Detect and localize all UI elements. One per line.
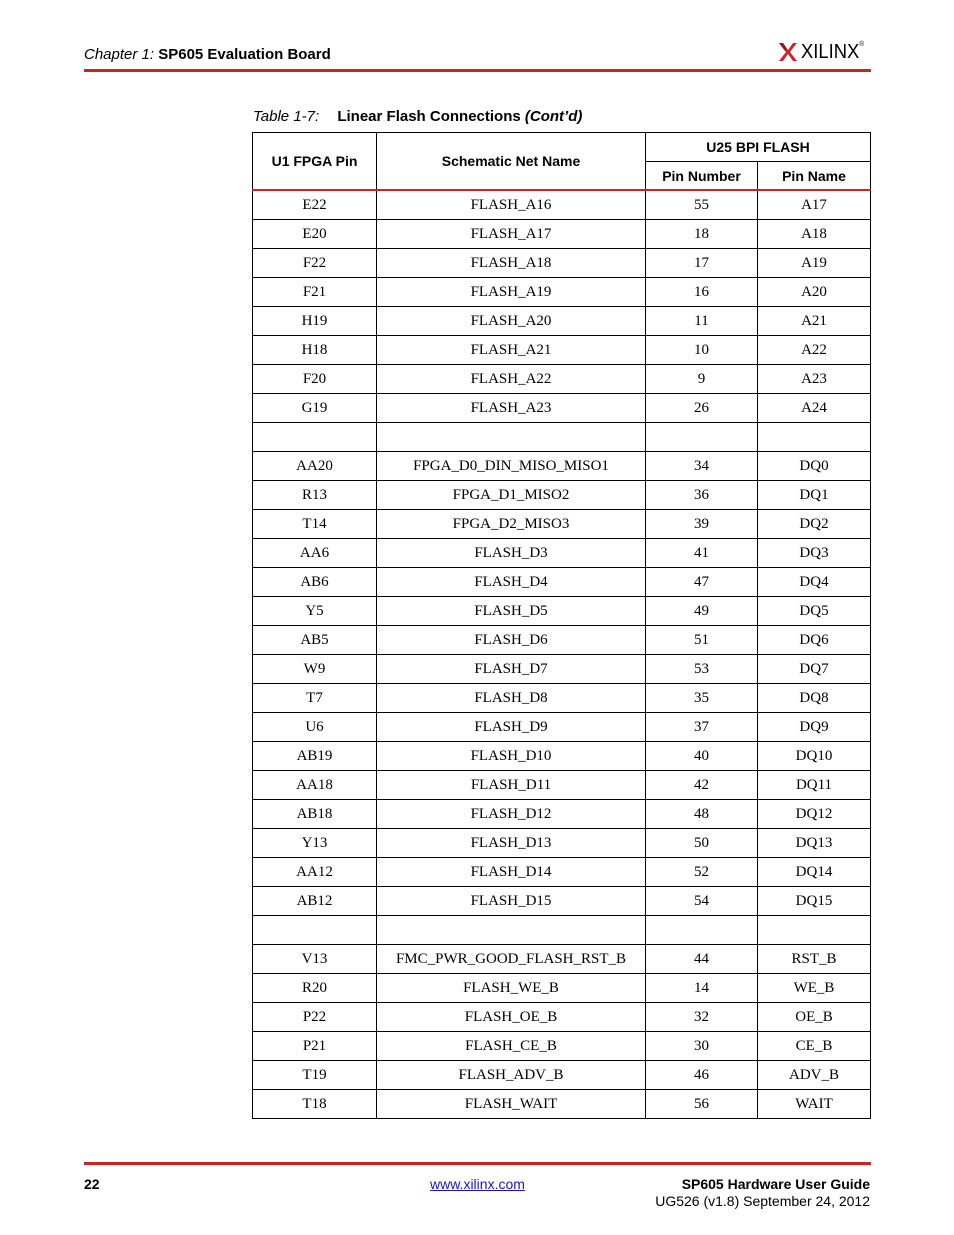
fpga-pin-cell: R13 <box>253 481 377 510</box>
header-bpi-flash: U25 BPI FLASH <box>646 133 871 162</box>
xilinx-logo <box>778 40 870 64</box>
table-title: Linear Flash Connections <box>337 108 521 125</box>
pin-name-cell: A24 <box>758 394 871 423</box>
pin-number-cell: 50 <box>646 829 758 858</box>
pin-number-cell: 51 <box>646 626 758 655</box>
fpga-pin-cell: Y5 <box>253 597 377 626</box>
table-row <box>253 336 871 365</box>
header-fpga-pin: U1 FPGA Pin <box>253 133 377 191</box>
fpga-pin-cell: V13 <box>253 945 377 974</box>
pin-number-cell: 14 <box>646 974 758 1003</box>
pin-name-cell: WE_B <box>758 974 871 1003</box>
net-name-cell: FLASH_A20 <box>377 307 646 336</box>
net-name-cell: FLASH_OE_B <box>377 1003 646 1032</box>
pin-name-cell: DQ8 <box>758 684 871 713</box>
table-row <box>253 858 871 887</box>
table-row <box>253 626 871 655</box>
net-name-cell: FLASH_WE_B <box>377 974 646 1003</box>
xilinx-x-logo-icon <box>778 42 798 62</box>
net-name-cell: FLASH_D10 <box>377 742 646 771</box>
table-row <box>253 974 871 1003</box>
fpga-pin-cell: Y13 <box>253 829 377 858</box>
net-name-cell: FLASH_D7 <box>377 655 646 684</box>
fpga-pin-cell: AA12 <box>253 858 377 887</box>
net-name-cell: FLASH_A18 <box>377 249 646 278</box>
net-name-cell: FPGA_D0_DIN_MISO_MISO1 <box>377 452 646 481</box>
net-name-cell: FLASH_A21 <box>377 336 646 365</box>
pin-name-cell: DQ6 <box>758 626 871 655</box>
table-row <box>253 278 871 307</box>
net-name-cell: FLASH_D12 <box>377 800 646 829</box>
table-row <box>253 829 871 858</box>
fpga-pin-cell: P22 <box>253 1003 377 1032</box>
pin-name-cell: A21 <box>758 307 871 336</box>
chapter-label: Chapter 1: <box>84 46 155 63</box>
fpga-pin-cell: W9 <box>253 655 377 684</box>
table-row <box>253 220 871 249</box>
header-rule <box>84 69 871 72</box>
logo-wordmark <box>801 41 864 64</box>
pin-name-cell <box>758 423 871 452</box>
net-name-cell: FLASH_CE_B <box>377 1032 646 1061</box>
page-header <box>84 40 870 70</box>
pin-name-cell: DQ0 <box>758 452 871 481</box>
pin-number-cell: 32 <box>646 1003 758 1032</box>
fpga-pin-cell: T19 <box>253 1061 377 1090</box>
net-name-cell: FLASH_D3 <box>377 539 646 568</box>
fpga-pin-cell: T18 <box>253 1090 377 1119</box>
table-row <box>253 365 871 394</box>
pin-number-cell: 9 <box>646 365 758 394</box>
fpga-pin-cell: F22 <box>253 249 377 278</box>
document-revision: UG526 (v1.8) September 24, 2012 <box>655 1193 870 1209</box>
fpga-pin-cell: AB18 <box>253 800 377 829</box>
fpga-pin-cell: AB6 <box>253 568 377 597</box>
net-name-cell: FLASH_D14 <box>377 858 646 887</box>
pin-number-cell: 39 <box>646 510 758 539</box>
net-name-cell: FLASH_A22 <box>377 365 646 394</box>
table-row <box>253 1003 871 1032</box>
pin-name-cell: DQ7 <box>758 655 871 684</box>
pin-number-cell: 41 <box>646 539 758 568</box>
table-row <box>253 423 871 452</box>
table-row <box>253 568 871 597</box>
net-name-cell <box>377 916 646 945</box>
chapter-heading <box>84 46 331 63</box>
table-number: Table 1-7: <box>253 108 320 125</box>
net-name-cell: FMC_PWR_GOOD_FLASH_RST_B <box>377 945 646 974</box>
pin-name-cell <box>758 916 871 945</box>
pin-number-cell: 35 <box>646 684 758 713</box>
net-name-cell: FLASH_A17 <box>377 220 646 249</box>
table-row <box>253 510 871 539</box>
pin-number-cell: 30 <box>646 1032 758 1061</box>
pin-name-cell: DQ10 <box>758 742 871 771</box>
pin-number-cell: 10 <box>646 336 758 365</box>
fpga-pin-cell: AA18 <box>253 771 377 800</box>
pin-name-cell: A19 <box>758 249 871 278</box>
header-net-name: Schematic Net Name <box>377 133 646 191</box>
net-name-cell: FLASH_A16 <box>377 190 646 220</box>
fpga-pin-cell: T7 <box>253 684 377 713</box>
fpga-pin-cell: H18 <box>253 336 377 365</box>
fpga-pin-cell: G19 <box>253 394 377 423</box>
pin-number-cell <box>646 423 758 452</box>
website-link[interactable]: www.xilinx.com <box>430 1176 525 1192</box>
pin-number-cell: 42 <box>646 771 758 800</box>
net-name-cell: FLASH_D6 <box>377 626 646 655</box>
pin-number-cell: 11 <box>646 307 758 336</box>
pin-name-cell: DQ14 <box>758 858 871 887</box>
pin-number-cell: 56 <box>646 1090 758 1119</box>
net-name-cell: FLASH_D15 <box>377 887 646 916</box>
pin-number-cell: 55 <box>646 190 758 220</box>
table-row <box>253 684 871 713</box>
pin-number-cell <box>646 916 758 945</box>
pin-name-cell: DQ9 <box>758 713 871 742</box>
net-name-cell: FLASH_A19 <box>377 278 646 307</box>
fpga-pin-cell: T14 <box>253 510 377 539</box>
table-row <box>253 742 871 771</box>
table-row <box>253 916 871 945</box>
pin-number-cell: 49 <box>646 597 758 626</box>
table-row <box>253 655 871 684</box>
pin-name-cell: DQ2 <box>758 510 871 539</box>
pin-name-cell: OE_B <box>758 1003 871 1032</box>
table-row <box>253 1061 871 1090</box>
fpga-pin-cell: H19 <box>253 307 377 336</box>
pin-number-cell: 54 <box>646 887 758 916</box>
table-caption <box>253 108 582 125</box>
pin-name-cell: ADV_B <box>758 1061 871 1090</box>
fpga-pin-cell <box>253 423 377 452</box>
net-name-cell: FLASH_D11 <box>377 771 646 800</box>
table-row <box>253 249 871 278</box>
table-row <box>253 539 871 568</box>
table-row <box>253 481 871 510</box>
pin-number-cell: 40 <box>646 742 758 771</box>
net-name-cell: FLASH_WAIT <box>377 1090 646 1119</box>
pin-number-cell: 44 <box>646 945 758 974</box>
pin-number-cell: 17 <box>646 249 758 278</box>
pin-name-cell: A18 <box>758 220 871 249</box>
net-name-cell: FLASH_D9 <box>377 713 646 742</box>
pin-number-cell: 26 <box>646 394 758 423</box>
pin-name-cell: DQ12 <box>758 800 871 829</box>
net-name-cell: FPGA_D2_MISO3 <box>377 510 646 539</box>
pin-name-cell: DQ1 <box>758 481 871 510</box>
pin-name-cell: A22 <box>758 336 871 365</box>
net-name-cell: FLASH_D13 <box>377 829 646 858</box>
linear-flash-table <box>252 132 871 1119</box>
net-name-cell: FLASH_D8 <box>377 684 646 713</box>
logo-wordmark-text: XILINX <box>801 40 860 63</box>
table-row <box>253 452 871 481</box>
pin-number-cell: 34 <box>646 452 758 481</box>
fpga-pin-cell: P21 <box>253 1032 377 1061</box>
fpga-pin-cell <box>253 916 377 945</box>
net-name-cell: FPGA_D1_MISO2 <box>377 481 646 510</box>
fpga-pin-cell: E20 <box>253 220 377 249</box>
pin-name-cell: A20 <box>758 278 871 307</box>
pin-name-cell: DQ4 <box>758 568 871 597</box>
net-name-cell: FLASH_ADV_B <box>377 1061 646 1090</box>
table-row <box>253 190 871 220</box>
table-row <box>253 771 871 800</box>
table-row <box>253 945 871 974</box>
pin-number-cell: 18 <box>646 220 758 249</box>
pin-name-cell: WAIT <box>758 1090 871 1119</box>
fpga-pin-cell: AB12 <box>253 887 377 916</box>
pin-name-cell: DQ13 <box>758 829 871 858</box>
pin-number-cell: 52 <box>646 858 758 887</box>
pin-number-cell: 37 <box>646 713 758 742</box>
net-name-cell: FLASH_A23 <box>377 394 646 423</box>
chapter-title: SP605 Evaluation Board <box>158 46 331 63</box>
pin-number-cell: 53 <box>646 655 758 684</box>
table-row <box>253 713 871 742</box>
table-row <box>253 307 871 336</box>
table-row <box>253 1032 871 1061</box>
fpga-pin-cell: E22 <box>253 190 377 220</box>
table-row <box>253 597 871 626</box>
table-row <box>253 394 871 423</box>
table-row <box>253 800 871 829</box>
table-continued: (Cont’d) <box>524 108 583 125</box>
pin-name-cell: CE_B <box>758 1032 871 1061</box>
pin-name-cell: DQ15 <box>758 887 871 916</box>
pin-number-cell: 48 <box>646 800 758 829</box>
net-name-cell: FLASH_D4 <box>377 568 646 597</box>
table-row <box>253 1090 871 1119</box>
guide-title: SP605 Hardware User Guide <box>681 1176 870 1192</box>
pin-name-cell: A23 <box>758 365 871 394</box>
net-name-cell: FLASH_D5 <box>377 597 646 626</box>
fpga-pin-cell: AA20 <box>253 452 377 481</box>
logo-registered-mark: ® <box>859 40 865 48</box>
header-pin-name: Pin Name <box>758 162 871 191</box>
pin-name-cell: DQ11 <box>758 771 871 800</box>
header-pin-number: Pin Number <box>646 162 758 191</box>
pin-name-cell: DQ3 <box>758 539 871 568</box>
table-row <box>253 887 871 916</box>
page-number: 22 <box>84 1176 100 1192</box>
table-body <box>253 190 871 1119</box>
fpga-pin-cell: AB5 <box>253 626 377 655</box>
fpga-pin-cell: F21 <box>253 278 377 307</box>
pin-number-cell: 46 <box>646 1061 758 1090</box>
pin-number-cell: 16 <box>646 278 758 307</box>
fpga-pin-cell: U6 <box>253 713 377 742</box>
pin-number-cell: 47 <box>646 568 758 597</box>
pin-name-cell: RST_B <box>758 945 871 974</box>
fpga-pin-cell: AB19 <box>253 742 377 771</box>
pin-name-cell: A17 <box>758 190 871 220</box>
footer-rule <box>84 1162 871 1165</box>
net-name-cell <box>377 423 646 452</box>
fpga-pin-cell: AA6 <box>253 539 377 568</box>
pin-name-cell: DQ5 <box>758 597 871 626</box>
pin-number-cell: 36 <box>646 481 758 510</box>
fpga-pin-cell: F20 <box>253 365 377 394</box>
fpga-pin-cell: R20 <box>253 974 377 1003</box>
